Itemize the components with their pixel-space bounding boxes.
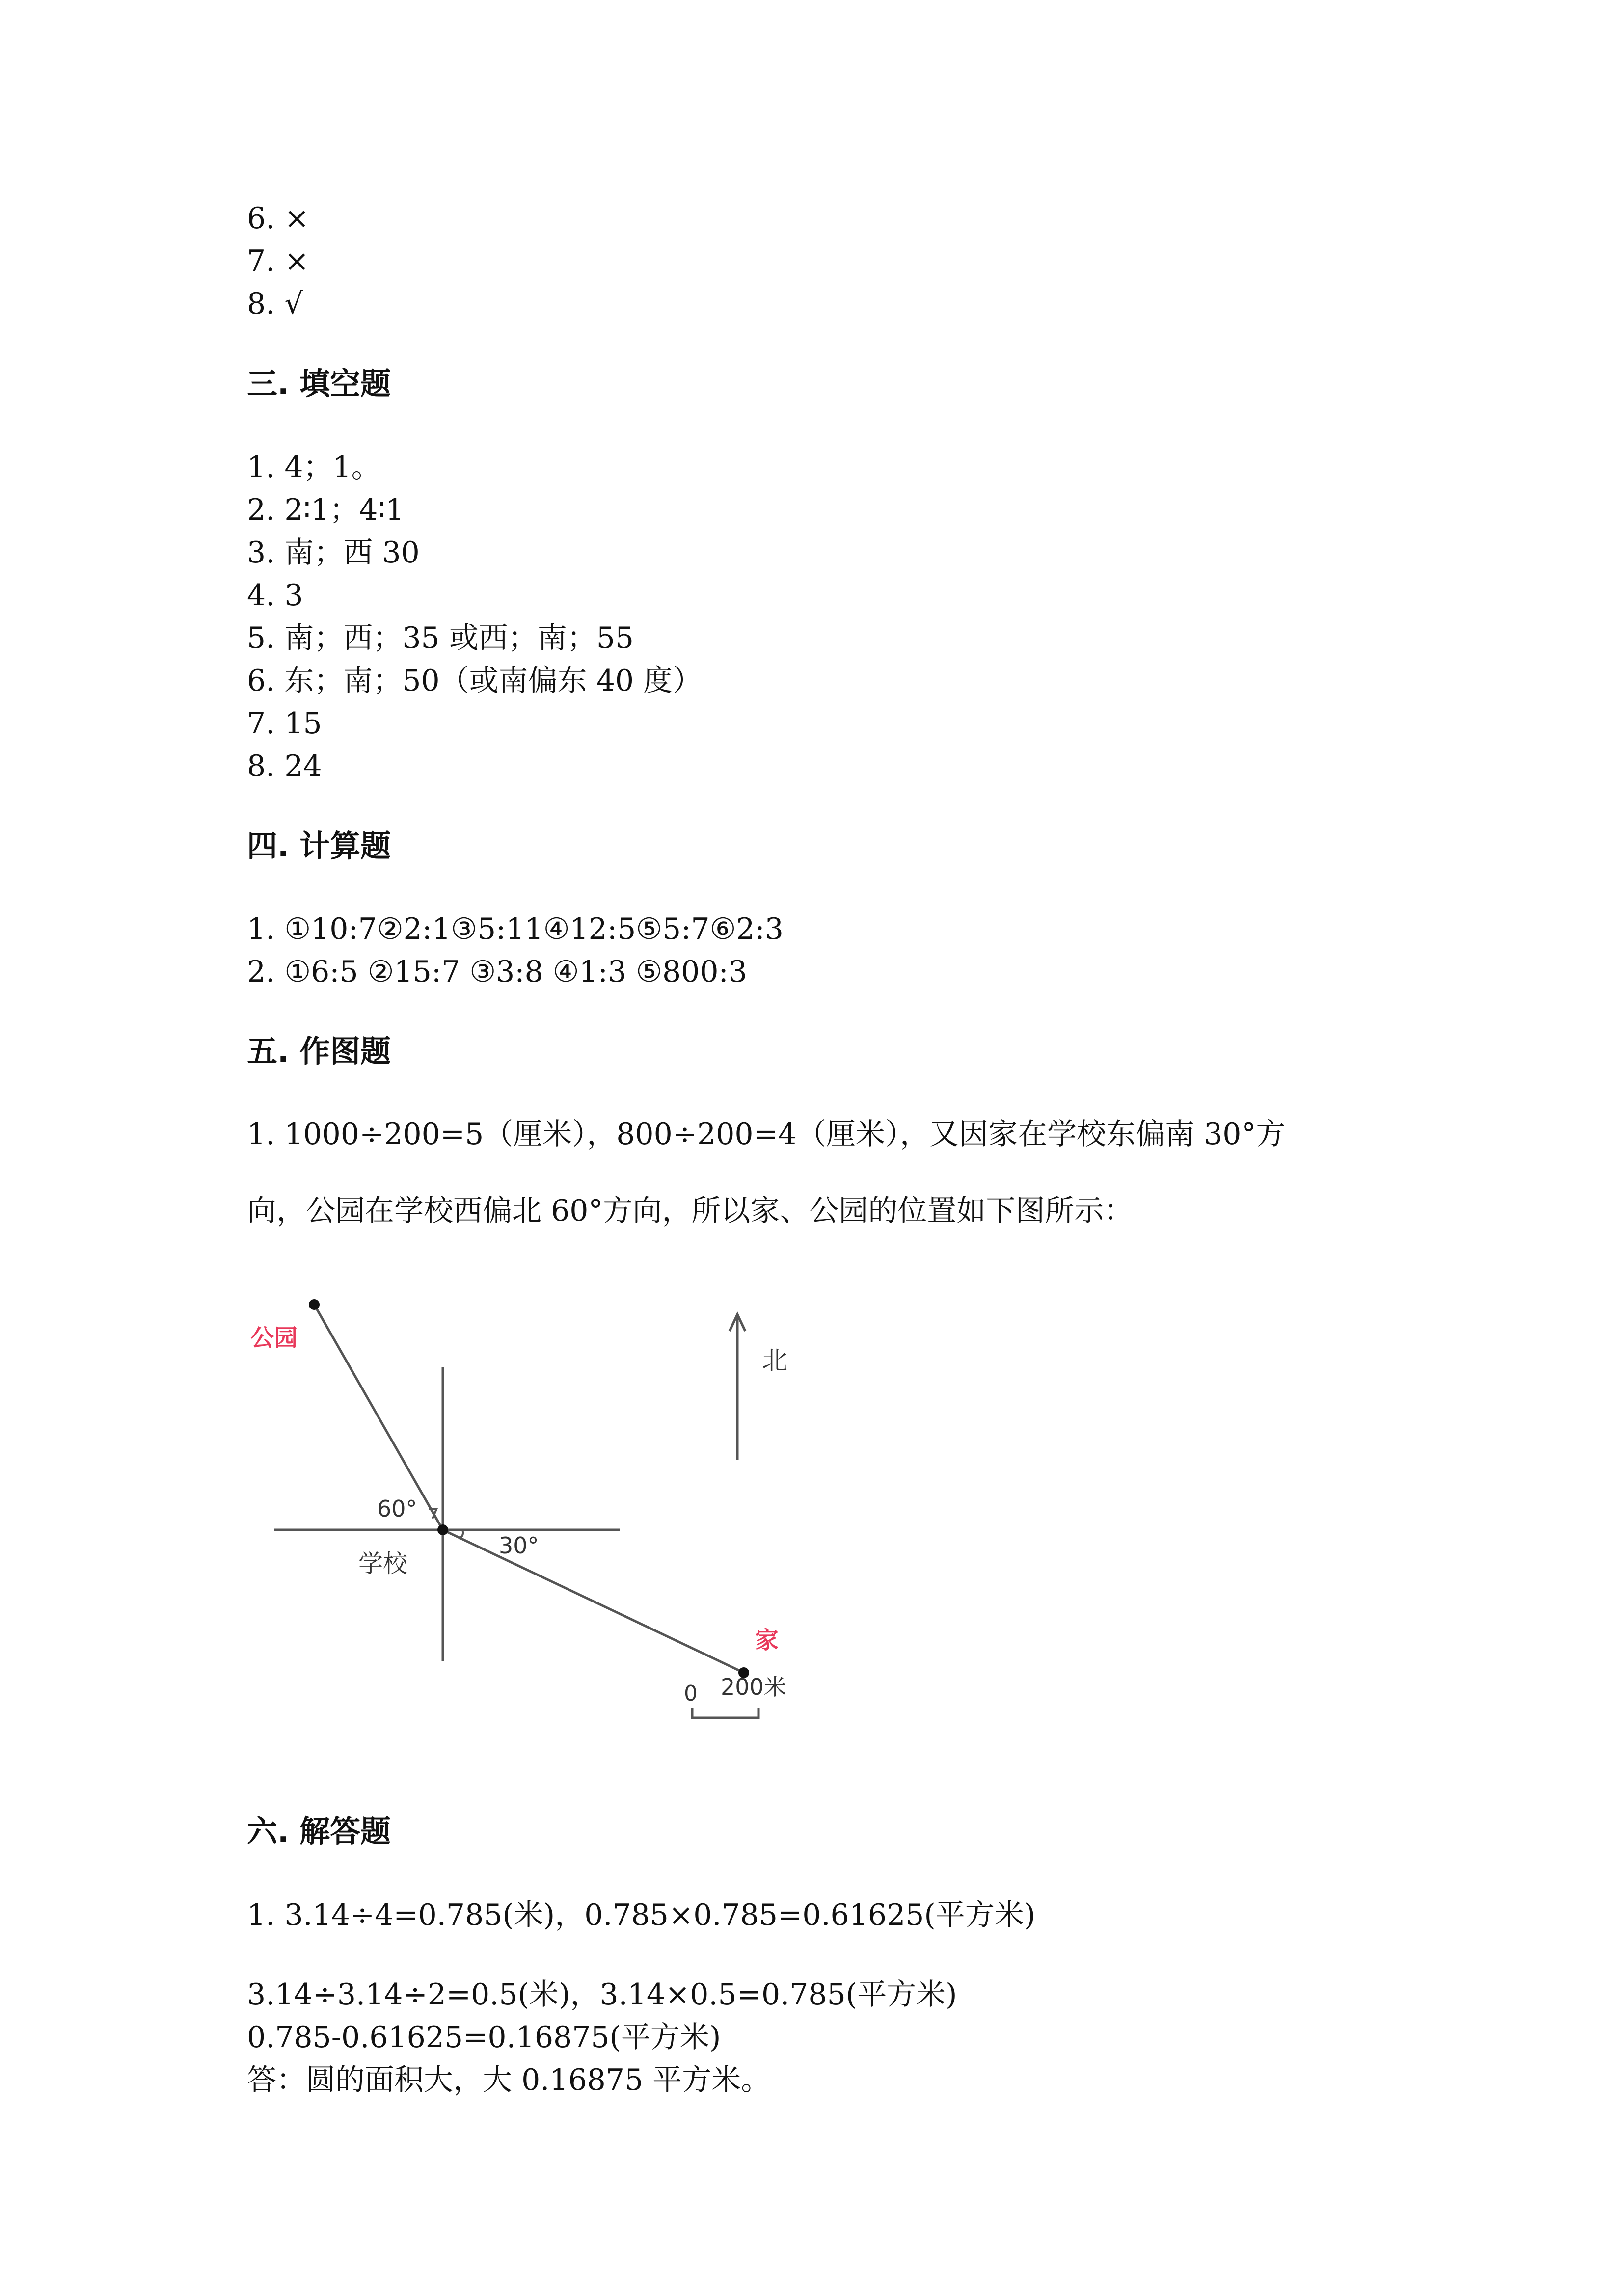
section-heading-calculation: 四. 计算题 — [247, 828, 391, 864]
answer-line: 6. × — [247, 201, 309, 236]
answer-line: 7. 15 — [247, 706, 322, 741]
answer-line: 1. 4；1。 — [247, 450, 381, 484]
answer-line: 7. × — [247, 244, 309, 278]
angle-60-label: 60° — [377, 1495, 417, 1522]
park-label: 公园 — [250, 1324, 298, 1352]
answer-line: 2. 2∶1；4∶1 — [247, 493, 405, 527]
answer-line: 8. √ — [247, 287, 303, 321]
angle-30-label: 30° — [499, 1532, 539, 1559]
explanation-line: 1. 1000÷200=5（厘米），800÷200=4（厘米），又因家在学校东偏南 30°方 — [247, 1117, 1286, 1151]
scale-bar — [692, 1708, 758, 1718]
scale-zero-label: 0 — [684, 1681, 698, 1706]
answer-line: 2. ①6:5 ②15:7 ③3:8 ④1:3 ⑤800:3 — [247, 955, 747, 989]
answer-line: 6. 东；南；50（或南偏东 40 度） — [247, 664, 703, 698]
home-label: 家 — [755, 1627, 779, 1654]
section-heading-fill-blank: 三. 填空题 — [247, 366, 391, 401]
park-point — [309, 1299, 320, 1310]
school-label: 学校 — [358, 1549, 407, 1578]
position-diagram — [245, 1271, 835, 1737]
answer-line: 1. ①10:7②2:1③5:11④12:5⑤5:7⑥2:3 — [247, 912, 784, 946]
answer-line: 4. 3 — [247, 578, 303, 613]
solution-line: 3.14÷3.14÷2=0.5(米)，3.14×0.5=0.785(平方米) — [247, 1977, 957, 2012]
solution-line: 0.785-0.61625=0.16875(平方米) — [247, 2020, 721, 2055]
section-heading-drawing: 五. 作图题 — [247, 1033, 391, 1069]
north-label: 北 — [762, 1346, 788, 1376]
answer-line: 8. 24 — [247, 749, 322, 783]
section-heading-solution: 六. 解答题 — [247, 1814, 391, 1849]
explanation-line: 向，公园在学校西偏北 60°方向，所以家、公园的位置如下图所示： — [247, 1194, 1134, 1228]
solution-line: 1. 3.14÷4=0.785(米)，0.785×0.785=0.61625(平方米) — [247, 1898, 1036, 1932]
answer-line: 3. 南；西 30 — [247, 535, 420, 570]
answer-line: 5. 南；西；35 或西；南；55 — [247, 621, 634, 655]
scale-distance-label: 200米 — [721, 1674, 786, 1700]
home-line — [443, 1530, 744, 1673]
school-point — [437, 1524, 448, 1535]
solution-line: 答：圆的面积大，大 0.16875 平方米。 — [247, 2063, 771, 2097]
angle-30-arc — [459, 1530, 463, 1539]
